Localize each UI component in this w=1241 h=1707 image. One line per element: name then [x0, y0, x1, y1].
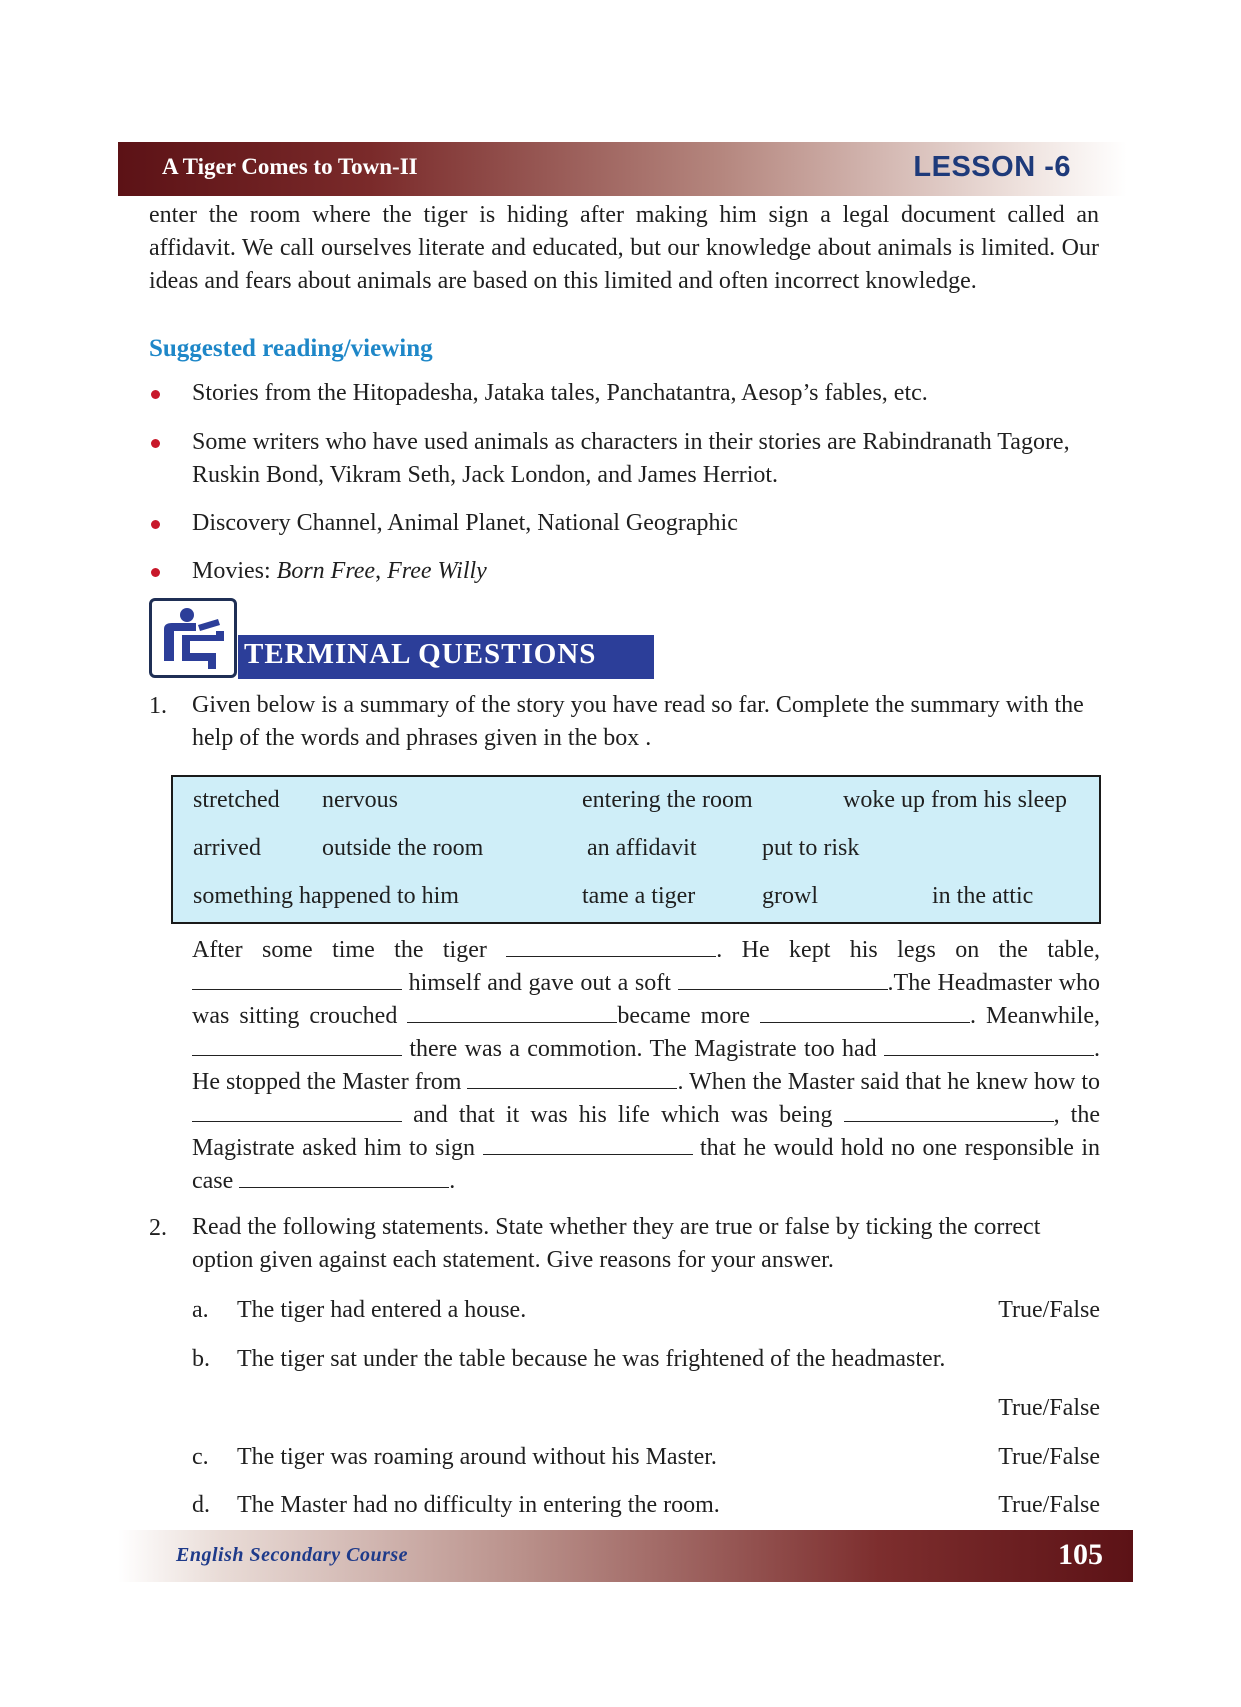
summary-text: , the Magistrate asked him to sign — [192, 1102, 1100, 1161]
list-item — [149, 507, 1099, 540]
student-at-desk-icon-graphic — [152, 601, 234, 675]
summary-text: . — [449, 1168, 456, 1194]
movie-separator: , — [375, 558, 388, 584]
list-item — [149, 426, 1099, 492]
chapter-title: A Tiger Comes to Town-II — [162, 154, 418, 179]
word-option: nervous — [322, 787, 398, 813]
summary-text: there was a commotion. The Magistrate too had — [402, 1036, 884, 1062]
question-number: 2. — [149, 1215, 167, 1241]
terminal-questions-title: TERMINAL QUESTIONS — [244, 638, 597, 670]
statement-text: The Master had no difficulty in entering the room. — [237, 1492, 720, 1518]
summary-text: that he would hold no one responsible in case — [192, 1135, 1100, 1194]
summary-paragraph — [192, 934, 1100, 1198]
summary-text: himself and gave out a soft — [402, 970, 678, 996]
question-text: Read the following statements. State whether they are true or false by ticking the correct option given against each statement. Give reasons for your answer. — [192, 1214, 1041, 1273]
answer-blank[interactable] — [192, 971, 402, 990]
statement-label: d. — [192, 1492, 210, 1518]
bullet-icon — [151, 390, 160, 399]
statement-label: b. — [192, 1346, 210, 1372]
course-name: English Secondary Course — [176, 1544, 409, 1566]
answer-blank[interactable] — [760, 1004, 970, 1023]
true-false-option[interactable]: True/False — [998, 1395, 1100, 1421]
word-option: entering the room — [582, 787, 753, 813]
summary-text: .The Headmaster who was sitting crouched — [192, 970, 1101, 1029]
statement-text: The tiger was roaming around without his Master. — [237, 1444, 717, 1470]
list-item — [149, 555, 1099, 588]
movie-title: Born Free — [276, 558, 376, 584]
page-header — [118, 142, 1127, 196]
question-number: 1. — [149, 693, 167, 719]
statement-text: The tiger sat under the table because he was frightened of the headmaster. — [237, 1346, 946, 1372]
movie-title: Free Willy — [387, 558, 487, 584]
answer-blank[interactable] — [884, 1037, 1094, 1056]
word-option: tame a tiger — [582, 883, 696, 909]
list-item-text — [192, 555, 1099, 588]
true-false-option[interactable]: True/False — [998, 1297, 1100, 1323]
answer-blank[interactable] — [483, 1136, 693, 1155]
page-footer — [118, 1530, 1133, 1582]
list-item-text: Some writers who have used animals as characters in their stories are Rabindranath Tagore, Ruskin Bond, Vikram Seth, Jack London, and James Herriot. — [192, 429, 1070, 488]
statement-text: The tiger had entered a house. — [237, 1297, 527, 1323]
word-option: arrived — [193, 835, 261, 861]
bullet-icon — [151, 520, 160, 529]
word-option: stretched — [193, 787, 280, 813]
true-false-option[interactable]: True/False — [998, 1444, 1100, 1470]
summary-text: . Meanwhile, — [970, 1003, 1100, 1029]
lesson-label: LESSON -6 — [913, 151, 1071, 183]
word-box — [171, 775, 1101, 924]
word-option: in the attic — [932, 883, 1034, 909]
page-number: 105 — [1058, 1538, 1103, 1571]
summary-text: became more — [617, 1003, 760, 1029]
bullet-icon — [151, 568, 160, 577]
answer-blank[interactable] — [239, 1169, 449, 1188]
list-item-text: Discovery Channel, Animal Planet, National Geographic — [192, 510, 738, 536]
word-option: put to risk — [762, 835, 860, 861]
summary-text: . He kept his legs on the table, — [716, 937, 1100, 963]
bullet-icon — [151, 439, 160, 448]
summary-text: . When the Master said that he knew how to — [677, 1069, 1100, 1095]
answer-blank[interactable] — [678, 971, 888, 990]
word-option: outside the room — [322, 835, 484, 861]
student-at-desk-icon — [149, 598, 237, 678]
word-option: woke up from his sleep — [843, 787, 1067, 813]
true-false-option[interactable]: True/False — [998, 1492, 1100, 1518]
word-option: something happened to him — [193, 883, 459, 909]
answer-blank[interactable] — [192, 1037, 402, 1056]
list-item — [149, 377, 1099, 410]
answer-blank[interactable] — [407, 1004, 617, 1023]
word-option: growl — [762, 883, 818, 909]
answer-blank[interactable] — [192, 1103, 402, 1122]
answer-blank[interactable] — [506, 938, 716, 957]
summary-text: and that it was his life which was being — [402, 1102, 844, 1128]
word-option: an affidavit — [587, 835, 697, 861]
answer-blank[interactable] — [467, 1070, 677, 1089]
list-item-text: Stories from the Hitopadesha, Jataka tales, Panchatantra, Aesop’s fables, etc. — [192, 380, 928, 406]
statement-label: c. — [192, 1444, 209, 1470]
suggested-heading: Suggested reading/viewing — [149, 335, 433, 362]
question-text: Given below is a summary of the story you have read so far. Complete the summary with the help of the words and phrases given in the box . — [192, 692, 1084, 751]
summary-text: After some time the tiger — [192, 937, 507, 963]
answer-blank[interactable] — [844, 1103, 1054, 1122]
summary-text: . He stopped the Master from — [192, 1036, 1100, 1095]
statement-label: a. — [192, 1297, 209, 1323]
movies-label: Movies: — [192, 558, 277, 584]
intro-paragraph: enter the room where the tiger is hiding after making him sign a legal document called an affidavit. We call ourselves literate and educated, but our knowledge about animals is limited. Our ideas and fears about animals are based on this limited and often incorrect knowledge. — [149, 202, 1099, 294]
